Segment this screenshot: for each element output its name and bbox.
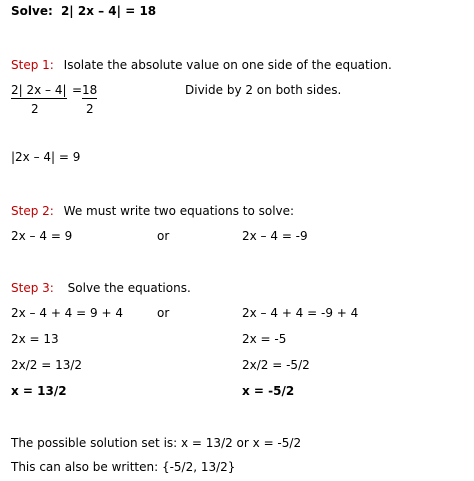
step3-left-answer: x = 13/2 <box>11 384 67 398</box>
problem-title <box>11 3 156 19</box>
problem-prefix: Solve: <box>11 4 53 18</box>
solution-set-text: The possible solution set is: x = 13/2 or x = -5/2 <box>11 436 302 450</box>
step3-left-line-3: 2x/2 = 13/2 <box>11 358 83 372</box>
step2-label: Step 2: <box>11 204 54 218</box>
step1-result: |2x – 4| = 9 <box>11 150 81 164</box>
step1-label: Step 1: <box>11 58 54 72</box>
step1-heading <box>11 57 392 73</box>
step3-right-line-3: 2x/2 = -5/2 <box>242 358 310 372</box>
step3-text: Solve the equations. <box>67 281 191 295</box>
step1-note: Divide by 2 on both sides. <box>185 83 342 97</box>
step3-right-line-1: 2x – 4 + 4 = -9 + 4 <box>242 306 359 320</box>
step3-left-line-1: 2x – 4 + 4 = 9 + 4 <box>11 306 123 320</box>
step2-text: We must write two equations to solve: <box>63 204 295 218</box>
step3-heading <box>11 280 191 296</box>
step3-right-answer: x = -5/2 <box>242 384 295 398</box>
step1-numerator-right: 18 <box>82 83 98 97</box>
step1-denominator-right: 2 <box>86 102 94 116</box>
step1-numerator-left: 2| 2x – 4| <box>11 83 67 97</box>
step3-right-line-2: 2x = -5 <box>242 332 287 346</box>
step1-equals: = <box>72 83 83 97</box>
step2-or: or <box>157 229 170 243</box>
step3-or: or <box>157 306 170 320</box>
step2-right-equation: 2x – 4 = -9 <box>242 229 308 243</box>
step1-denominator-left: 2 <box>31 102 39 116</box>
step2-left-equation: 2x – 4 = 9 <box>11 229 73 243</box>
step1-text: Isolate the absolute value on one side of the equation. <box>63 58 392 72</box>
step3-left-line-2: 2x = 13 <box>11 332 59 346</box>
problem-equation: 2| 2x – 4| = 18 <box>60 4 157 18</box>
step2-heading <box>11 203 294 219</box>
step3-label: Step 3: <box>11 281 54 295</box>
alternate-notation-text: This can also be written: {-5/2, 13/2} <box>11 460 236 474</box>
